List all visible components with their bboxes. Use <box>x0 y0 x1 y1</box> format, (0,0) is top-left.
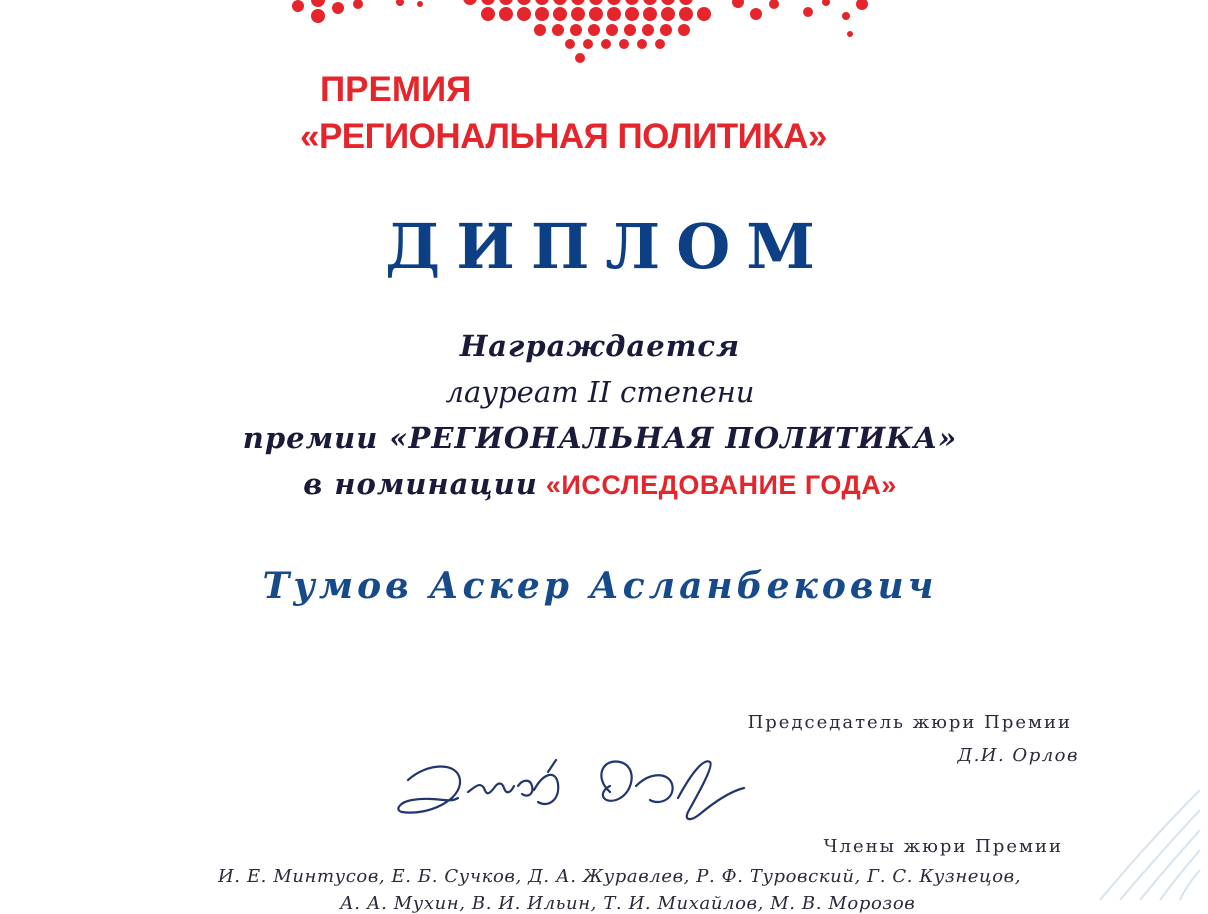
award-title <box>300 72 827 154</box>
award-title-line1: ПРЕМИЯ <box>320 70 472 109</box>
recipient-name: Тумов Аскер Асланбекович <box>262 565 938 607</box>
nomination-name: «ИССЛЕДОВАНИЕ ГОДА» <box>545 470 897 500</box>
jury-chair-name: Д.И. Орлов <box>957 745 1079 766</box>
nomination-prefix: в номинации <box>303 467 538 501</box>
nomination-line <box>0 461 1200 508</box>
jury-chair-label: Председатель жюри Премии <box>747 712 1072 733</box>
laureate-line: лауреат II степени <box>445 375 755 409</box>
corner-decoration <box>1040 770 1200 900</box>
jury-members-list-1: И. Е. Минтусов, Е. Б. Сучков, Д. А. Журавлев, Р. Ф. Туровский, Г. С. Кузнецов, <box>218 866 1022 887</box>
chair-signature <box>388 742 758 832</box>
awarded-line: Награждается <box>459 329 741 363</box>
jury-members-list-2: А. А. Мухин, В. И. Ильин, Т. И. Михайлов, М. В. Морозов <box>340 893 916 914</box>
award-title-line2: «РЕГИОНАЛЬНАЯ ПОЛИТИКА» <box>300 117 827 156</box>
dotted-map-logo <box>0 0 1200 70</box>
prize-line: премии «РЕГИОНАЛЬНАЯ ПОЛИТИКА» <box>242 421 958 455</box>
diploma-heading: ДИПЛОМ <box>385 210 831 283</box>
jury-members-label: Члены жюри Премии <box>823 836 1063 857</box>
award-text <box>0 323 1200 508</box>
